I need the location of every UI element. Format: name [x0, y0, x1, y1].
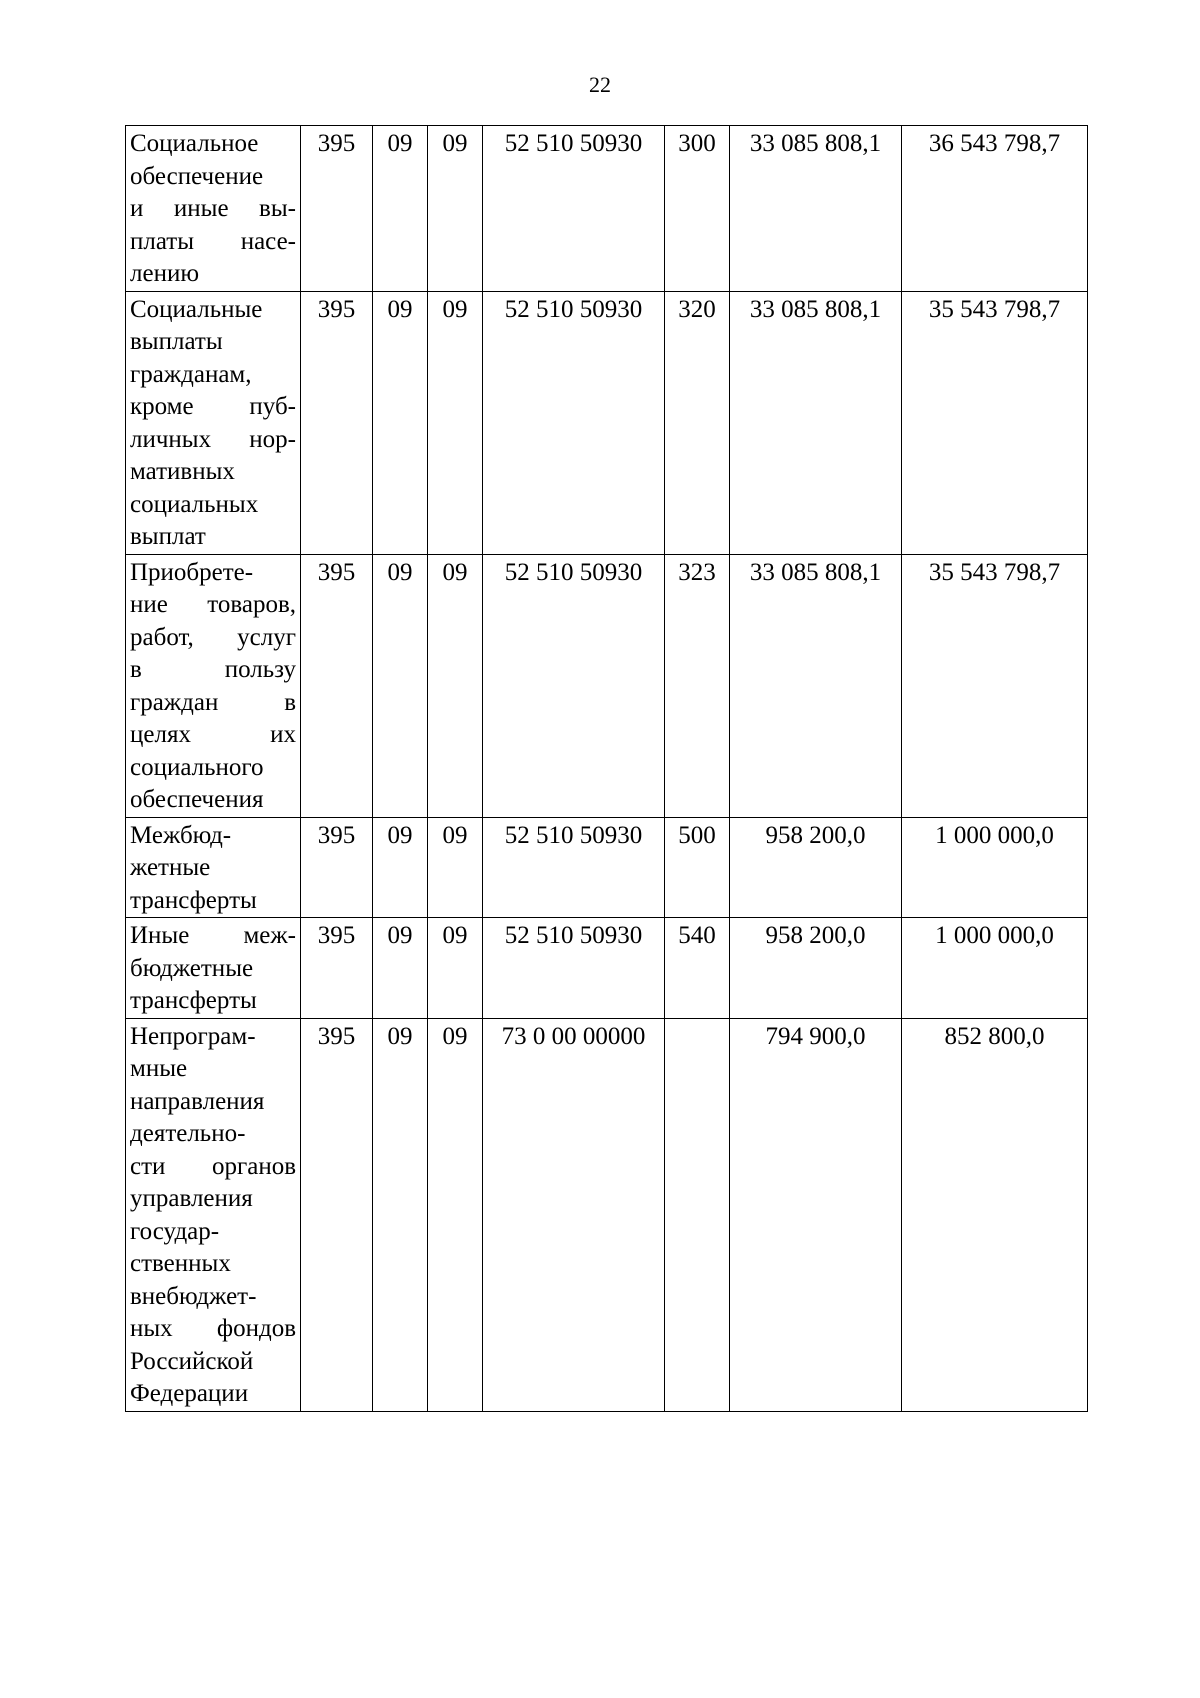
row-year1-amount-cell: 33 085 808,1	[730, 291, 902, 554]
row-year1-amount-cell: 958 200,0	[730, 817, 902, 918]
row-type-cell: 300	[665, 126, 730, 292]
row-name-line: деятельно-	[130, 1120, 246, 1147]
row-name-line: Приобрете-	[130, 558, 254, 586]
row-subsection-cell: 09	[428, 918, 483, 1019]
row-section-cell: 09	[373, 126, 428, 292]
row-name-line: личных нор-	[130, 425, 296, 453]
row-name-line: граждан в	[130, 688, 296, 716]
row-name-line: жетные	[130, 854, 211, 881]
row-name-line: лению	[130, 260, 200, 287]
row-year1-amount-cell: 794 900,0	[730, 1018, 902, 1411]
table-row	[126, 291, 1088, 554]
row-name-line: ние товаров,	[130, 591, 296, 618]
row-name-line: целях их	[130, 721, 296, 748]
row-year2-amount-cell: 1 000 000,0	[902, 817, 1088, 918]
row-subsection-cell: 09	[428, 817, 483, 918]
row-name-line: мные	[130, 1055, 188, 1082]
table-row	[126, 126, 1088, 292]
row-section-cell: 09	[373, 1018, 428, 1411]
row-name-line: бюджетные	[130, 954, 254, 982]
table-row	[126, 1018, 1088, 1411]
row-year2-amount-cell: 852 800,0	[902, 1018, 1088, 1411]
row-subsection-cell: 09	[428, 554, 483, 817]
row-code-cell: 395	[301, 817, 373, 918]
row-name-cell	[126, 1018, 301, 1411]
table-row	[126, 918, 1088, 1019]
row-section-cell: 09	[373, 918, 428, 1019]
row-name-line: Непрограм-	[130, 1022, 256, 1050]
row-year1-amount-cell: 33 085 808,1	[730, 554, 902, 817]
row-name-line: платы насе-	[130, 227, 296, 255]
row-name-cell	[126, 918, 301, 1019]
row-target-cell: 52 510 50930	[483, 918, 665, 1019]
row-name-line: социальных	[130, 490, 259, 518]
row-code-cell: 395	[301, 918, 373, 1019]
row-name-cell	[126, 291, 301, 554]
row-name-line: Социальное	[130, 130, 259, 157]
row-name-line: Межбюд-	[130, 821, 232, 849]
row-year2-amount-cell: 36 543 798,7	[902, 126, 1088, 292]
row-name-line: Федерации	[130, 1380, 249, 1407]
row-target-cell: 73 0 00 00000	[483, 1018, 665, 1411]
budget-table-body	[126, 126, 1088, 1412]
row-name-line: ственных	[130, 1250, 231, 1277]
row-name-line: обеспечения	[130, 786, 264, 813]
row-name-line: государ-	[130, 1217, 220, 1245]
row-section-cell: 09	[373, 554, 428, 817]
row-type-cell: 323	[665, 554, 730, 817]
row-subsection-cell: 09	[428, 291, 483, 554]
row-subsection-cell: 09	[428, 126, 483, 292]
row-year1-amount-cell: 33 085 808,1	[730, 126, 902, 292]
row-name-line: выплаты	[130, 328, 223, 355]
row-name-line: в пользу	[130, 656, 296, 683]
row-name-line: мативных	[130, 458, 235, 485]
row-type-cell: 320	[665, 291, 730, 554]
row-type-cell	[665, 1018, 730, 1411]
row-name-line: трансферты	[130, 987, 257, 1014]
row-name-line: сти органов	[130, 1152, 296, 1180]
page-number: 22	[589, 72, 611, 97]
row-target-cell: 52 510 50930	[483, 817, 665, 918]
row-name-line: Социальные	[130, 295, 263, 323]
row-target-cell: 52 510 50930	[483, 291, 665, 554]
row-code-cell: 395	[301, 554, 373, 817]
row-name-line: гражданам,	[130, 360, 252, 388]
row-code-cell: 395	[301, 126, 373, 292]
row-type-cell: 500	[665, 817, 730, 918]
row-name-line: кроме пуб-	[130, 393, 296, 420]
row-year2-amount-cell: 35 543 798,7	[902, 291, 1088, 554]
budget-table	[125, 125, 1088, 1412]
row-name-line: внебюджет-	[130, 1282, 257, 1310]
row-name-cell	[126, 554, 301, 817]
row-name-line: трансферты	[130, 886, 257, 914]
row-section-cell: 09	[373, 817, 428, 918]
row-name-cell	[126, 817, 301, 918]
row-name-line: Иные меж-	[130, 922, 296, 949]
row-name-line: Российской	[130, 1347, 254, 1375]
row-code-cell: 395	[301, 1018, 373, 1411]
row-name-line: управления	[130, 1185, 253, 1212]
table-row	[126, 554, 1088, 817]
row-name-line: ных фондов	[130, 1315, 296, 1342]
row-target-cell: 52 510 50930	[483, 554, 665, 817]
row-name-line: и иные вы-	[130, 195, 296, 222]
row-subsection-cell: 09	[428, 1018, 483, 1411]
row-name-line: выплат	[130, 523, 206, 550]
table-row	[126, 817, 1088, 918]
row-name-line: направления	[130, 1087, 265, 1115]
row-name-line: работ, услуг	[130, 623, 296, 651]
row-year2-amount-cell: 1 000 000,0	[902, 918, 1088, 1019]
row-name-cell	[126, 126, 301, 292]
row-section-cell: 09	[373, 291, 428, 554]
row-year2-amount-cell: 35 543 798,7	[902, 554, 1088, 817]
row-name-line: социального	[130, 753, 264, 781]
row-target-cell: 52 510 50930	[483, 126, 665, 292]
row-name-line: обеспечение	[130, 162, 264, 190]
row-year1-amount-cell: 958 200,0	[730, 918, 902, 1019]
row-code-cell: 395	[301, 291, 373, 554]
row-type-cell: 540	[665, 918, 730, 1019]
